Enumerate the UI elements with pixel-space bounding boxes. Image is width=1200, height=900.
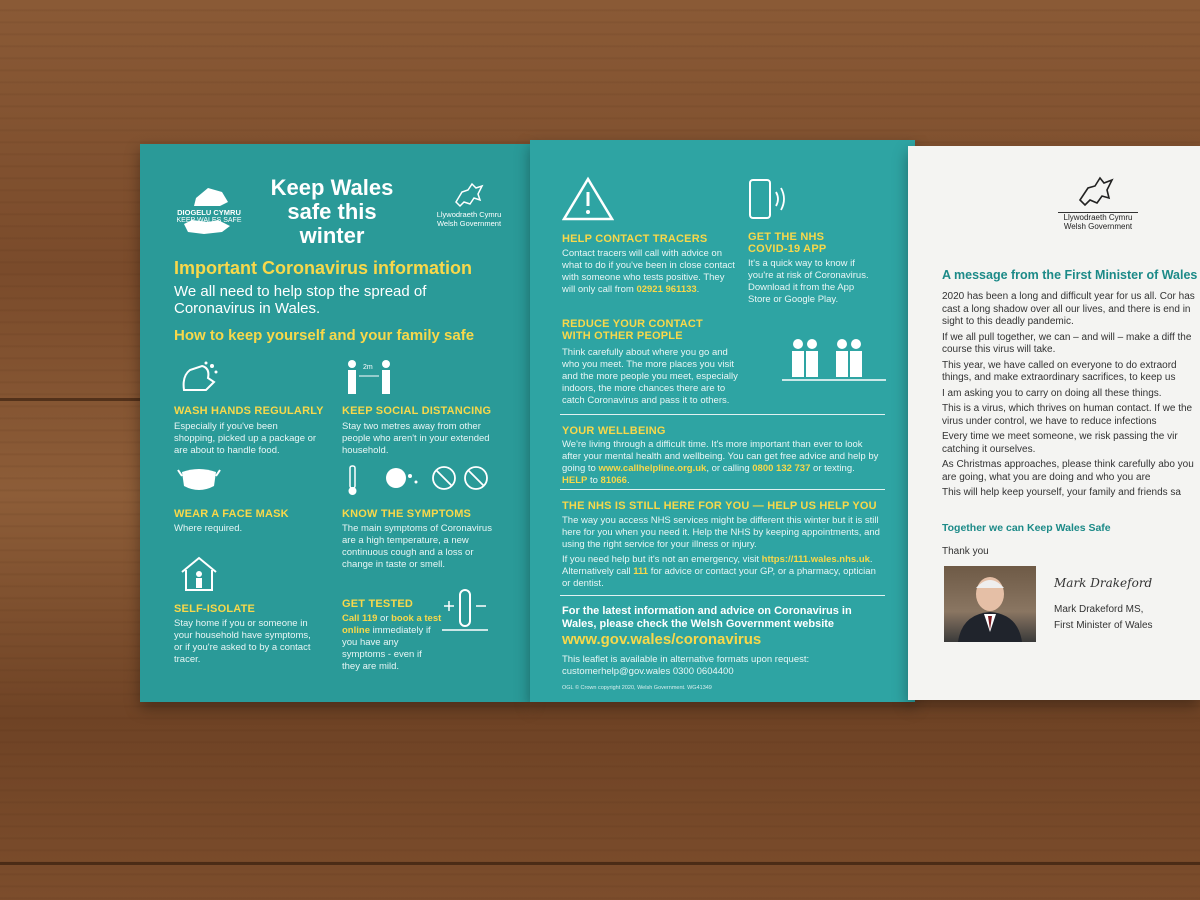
thank-you-text: Thank you xyxy=(942,546,989,557)
nhs-111-link[interactable]: https://111.wales.nhs.uk xyxy=(761,554,870,565)
logo-english-text: KEEP WALES SAFE xyxy=(176,217,242,224)
tracers-phone: 02921 961133 xyxy=(636,284,697,295)
important-heading: Important Coronavirus information xyxy=(174,258,473,278)
help-keyword: HELP xyxy=(562,475,588,486)
minister-photo xyxy=(944,566,1036,642)
wellbeing-heading: YOUR WELLBEING xyxy=(562,425,666,437)
face-mask-heading: WEAR A FACE MASK xyxy=(174,508,289,520)
wellbeing-body-3: or texting. xyxy=(810,463,855,474)
reduce-contact-text: Think carefully about where you go and who you meet. The more places you visit and the more people you meet, especially indoors, the more chances there are to catch Coronavirus and pass it to others. xyxy=(562,347,738,406)
hand-wash-icon xyxy=(176,360,222,396)
welsh-government-logo xyxy=(436,180,502,236)
social-distance-icon xyxy=(344,358,394,398)
face-mask-text: Where required. xyxy=(174,523,243,534)
gov-english-text-letter: Welsh Government xyxy=(1063,222,1133,231)
distance-label: 2m xyxy=(363,364,373,371)
minister-name: Mark Drakeford MS, xyxy=(1054,604,1144,615)
nhs-app-text: It's a quick way to know if you're at risk of Coronavirus. Download it from the App Store or Google Play. xyxy=(748,258,869,305)
dragon-icon xyxy=(1076,174,1116,210)
leaflet xyxy=(140,140,1200,700)
gov-welsh-text: Llywodraeth Cymru xyxy=(436,210,502,219)
reduce-contact-heading: REDUCE YOUR CONTACT WITH OTHER PEOPLE xyxy=(562,318,703,342)
helpline-phone: 0800 132 737 xyxy=(752,463,811,474)
leaflet-title: Keep Wales safe this winter xyxy=(270,175,394,248)
welsh-government-logo-letter xyxy=(1058,174,1138,231)
gov-english-text: Welsh Government xyxy=(436,219,502,228)
nhs-heading: THE NHS IS STILL HERE FOR YOU — HELP US HELP YOU xyxy=(562,500,877,512)
together-text: Together we can Keep Wales Safe xyxy=(942,522,1111,534)
letter-heading: A message from the First Minister of Wales xyxy=(942,268,1198,282)
people-groups-icon xyxy=(780,336,890,384)
symptoms-text: The main symptoms of Coronavirus are a high temperature, a new continuous cough and a loss or change in taste or smell. xyxy=(342,523,492,570)
letter-paragraph: 2020 has been a long and difficult year for us all. Cor has cast a long shadow over all our lives, and there is end in sight to this deadly pandemic. xyxy=(942,291,1195,327)
wellbeing-body-2: , or calling xyxy=(706,463,753,474)
wellbeing-body-4: to xyxy=(587,475,601,486)
letter-paragraph: I am asking you to carry on doing all these things. xyxy=(942,387,1162,399)
nhs-body-2: If you need help but it's not an emergency, visit xyxy=(562,554,762,565)
distancing-heading: KEEP SOCIAL DISTANCING xyxy=(342,405,492,417)
latest-info-text: For the latest information and advice on Coronavirus in Wales, please check the Welsh Government website xyxy=(562,605,852,630)
get-tested-or: or xyxy=(377,613,392,624)
nhs-text: The way you access NHS services might be different this winter but it is still here for you when you need it. Help the NHS by keeping appointments, and using the right service for your illness or injury. xyxy=(562,515,880,550)
letter-paragraph: This year, we have called on everyone to do extraord things, and make extraordinary sacrifices, to keep us xyxy=(942,359,1177,383)
gov-welsh-text-letter: Llywodraeth Cymru xyxy=(1063,213,1133,222)
self-isolate-heading: SELF-ISOLATE xyxy=(174,603,256,615)
copyright-text: OGL © Crown copyright 2020, Welsh Government. WG41349 xyxy=(562,685,712,691)
gov-wales-url[interactable]: www.gov.wales/coronavirus xyxy=(562,631,762,648)
house-icon xyxy=(178,556,220,592)
face-mask-icon xyxy=(176,464,222,496)
nhs-111-number: 111 xyxy=(633,566,649,577)
nhs-app-heading: GET THE NHS COVID-19 APP xyxy=(748,231,827,255)
divider xyxy=(560,489,885,490)
wellbeing-body: We're living through a difficult time. It's more important than ever to look after your mental health and wellbeing. You can get free advice and help by going to xyxy=(562,439,879,474)
self-isolate-text: Stay home if you or someone in your household have symptoms, or if you're asked to by a contact tracer. xyxy=(174,618,311,665)
book-test-online: book a test online xyxy=(342,613,442,636)
test-tube-icon xyxy=(440,586,490,636)
letter-paragraph: This is a virus, which thrives on human contact. If we the virus under control, we have to reduce infections xyxy=(942,403,1193,427)
wellbeing-end: . xyxy=(626,475,630,486)
nhs-text-2 xyxy=(562,554,884,590)
warning-icon xyxy=(562,176,614,222)
wash-hands-text: Especially if you've been shopping, picked up a package or are about to handle food. xyxy=(174,421,317,456)
leaflet-panel-middle xyxy=(530,140,915,702)
get-tested-heading: GET TESTED xyxy=(342,598,414,610)
logo-welsh-text: DIOGELU CYMRU xyxy=(177,208,241,217)
symptoms-heading: KNOW THE SYMPTOMS xyxy=(342,508,472,520)
nhs-body-3: . Alternatively call xyxy=(562,554,873,577)
wellbeing-text xyxy=(562,439,882,487)
leaflet-panel-left xyxy=(140,144,530,702)
divider xyxy=(560,595,885,596)
wash-hands-heading: WASH HANDS REGULARLY xyxy=(174,405,324,417)
get-tested-text xyxy=(342,613,442,673)
lead-text: We all need to help stop the spread of Coronavirus in Wales. xyxy=(174,283,427,317)
symptoms-icons xyxy=(344,462,494,498)
wood-plank-seam xyxy=(0,862,1200,865)
contact-tracers-text xyxy=(562,248,737,296)
alt-formats-text: This leaflet is available in alternative formats upon request: customerhelp@gov.wales 0300 0604400 xyxy=(562,654,810,677)
signature: Mark Drakeford xyxy=(1054,576,1153,590)
letter-paragraph: Every time we meet someone, we risk passing the vir catching it ourselves. xyxy=(942,431,1178,455)
letter-body xyxy=(942,291,1200,500)
distancing-text: Stay two metres away from other people who aren't in your extended household. xyxy=(342,421,490,456)
get-tested-body: immediately if you have any symptoms - even if they are mild. xyxy=(342,625,431,672)
divider xyxy=(560,414,885,415)
letter-paragraph: If we all pull together, we can – and will – make a diff the course this virus will take. xyxy=(942,331,1192,355)
dragon-icon xyxy=(452,180,486,210)
call-119: Call 119 xyxy=(342,613,378,624)
contact-tracers-body: Contact tracers will call with advice on what to do if you've been in close contact with someone who tests positive. They will only call from xyxy=(562,248,735,295)
contact-tracers-heading: HELP CONTACT TRACERS xyxy=(562,233,708,245)
sms-number: 81066 xyxy=(600,475,627,486)
how-to-heading: How to keep yourself and your family safe xyxy=(174,327,475,344)
leaflet-panel-letter xyxy=(908,146,1200,700)
letter-paragraph: This will help keep yourself, your family and friends sa xyxy=(942,487,1181,498)
phone-app-icon xyxy=(748,176,792,224)
keep-wales-safe-logo xyxy=(174,180,244,236)
contact-tracers-end: . xyxy=(696,284,700,295)
portrait-icon xyxy=(944,566,1036,642)
nhs-body-4: for advice or contact your GP, or a pharmacy, optician or dentist. xyxy=(562,566,876,589)
minister-role: First Minister of Wales xyxy=(1054,620,1153,631)
letter-paragraph: As Christmas approaches, please think carefully abo you are going, what you are doing and who you are xyxy=(942,459,1194,483)
callhelpline-link[interactable]: www.callhelpline.org.uk xyxy=(598,463,707,474)
